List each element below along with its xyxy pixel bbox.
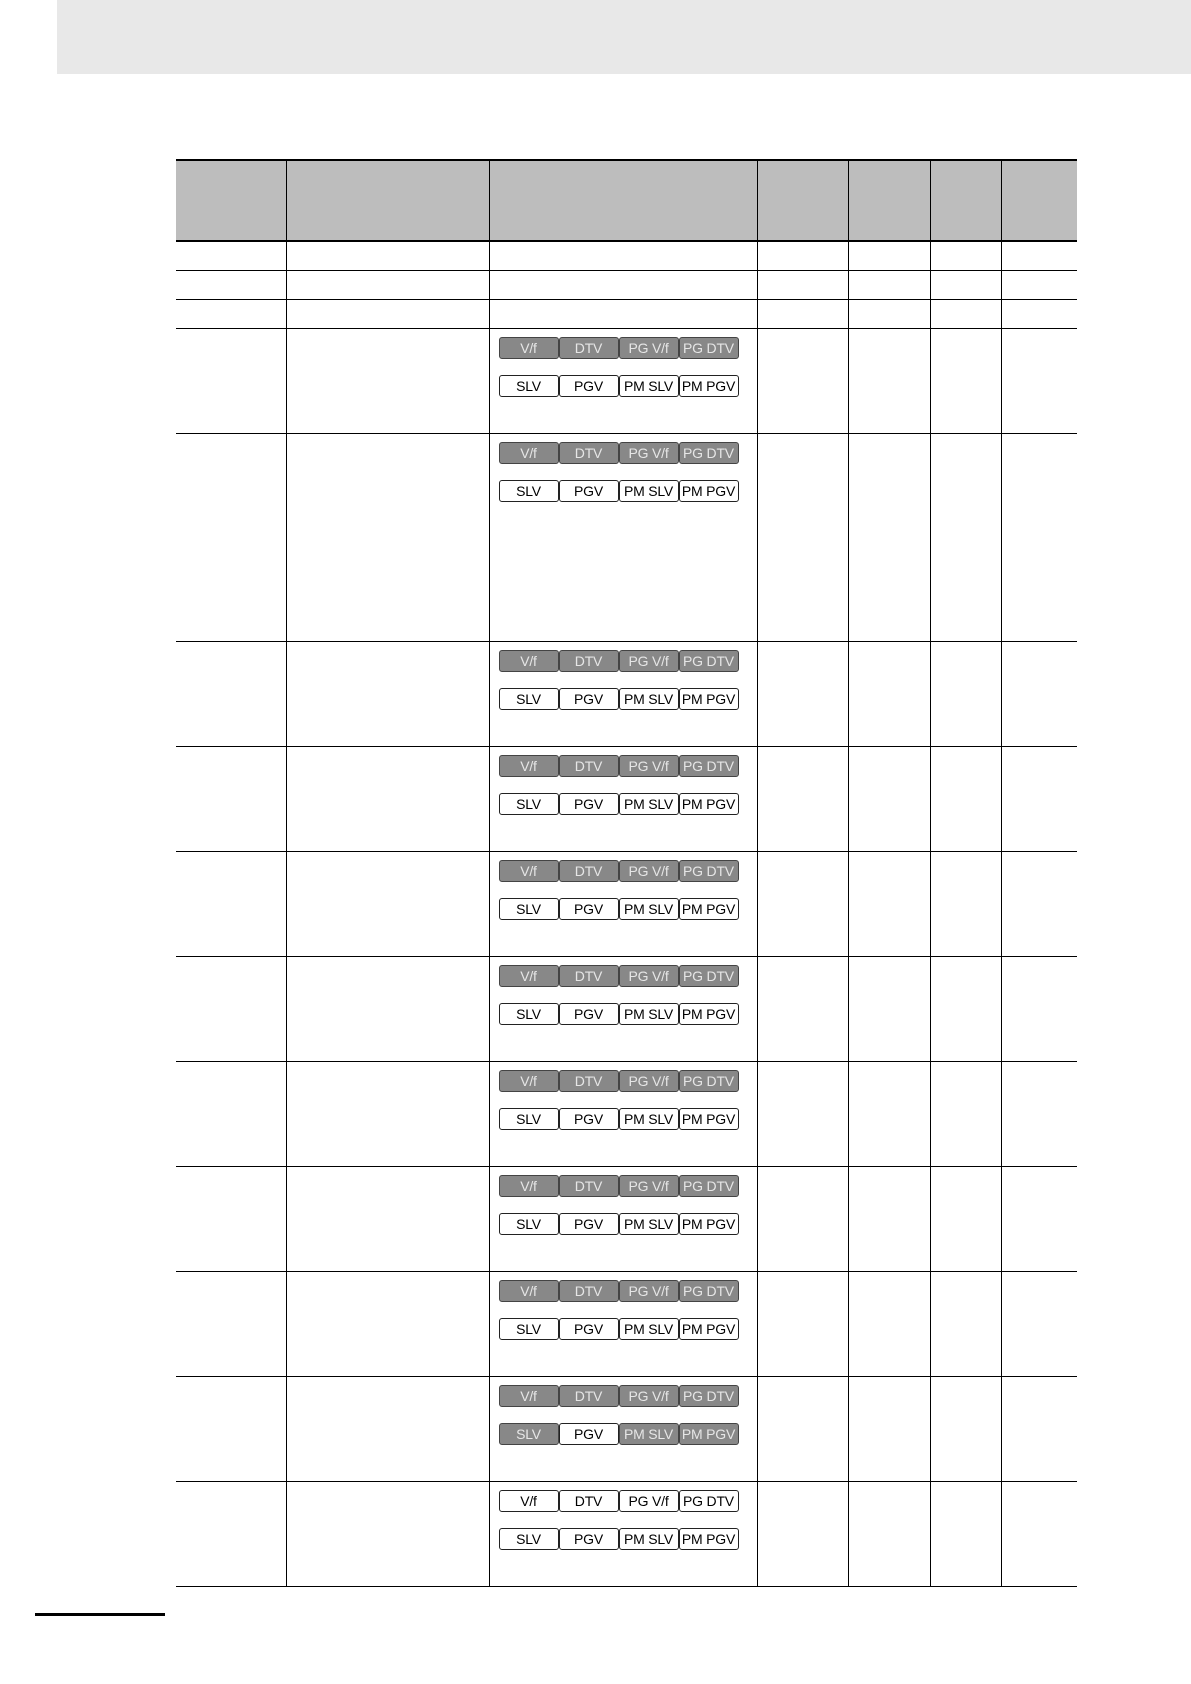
page-header-band <box>57 0 1191 74</box>
table-cell <box>930 747 1001 852</box>
control-mode-badge: V/f <box>499 965 559 987</box>
badge-row <box>499 965 757 987</box>
table-cell <box>176 434 286 642</box>
control-mode-badge: PM PGV <box>679 793 739 815</box>
control-mode-badge: V/f <box>499 1280 559 1302</box>
table-cell <box>176 852 286 957</box>
header-cell <box>757 160 848 241</box>
control-mode-badge: PG DTV <box>679 1175 739 1197</box>
table-cell <box>286 434 489 642</box>
table-cell <box>757 1272 848 1377</box>
table-cell <box>1001 852 1077 957</box>
table-cell <box>176 747 286 852</box>
control-mode-badge: SLV <box>499 1213 559 1235</box>
control-mode-badge: V/f <box>499 860 559 882</box>
table-cell <box>848 329 930 434</box>
table-row <box>176 271 1077 300</box>
table-cell <box>286 300 489 329</box>
control-mode-badge: PG V/f <box>619 755 679 777</box>
control-mode-badge: SLV <box>499 375 559 397</box>
table-cell <box>176 271 286 300</box>
table-cell <box>757 1482 848 1587</box>
badge-row <box>499 337 757 359</box>
control-mode-badge: PM SLV <box>619 1108 679 1130</box>
table-row <box>176 957 1077 1062</box>
table-cell <box>848 852 930 957</box>
badge-row <box>499 375 757 397</box>
badge-row <box>499 1070 757 1092</box>
badge-row <box>499 898 757 920</box>
control-mode-badge: PG DTV <box>679 650 739 672</box>
table-cell <box>286 1272 489 1377</box>
control-mode-badge: PM SLV <box>619 1423 679 1445</box>
table-cell <box>930 1377 1001 1482</box>
control-mode-badge: PM SLV <box>619 480 679 502</box>
badge-row <box>499 1318 757 1340</box>
control-mode-badge: PM PGV <box>679 1528 739 1550</box>
control-mode-badge: PG DTV <box>679 965 739 987</box>
control-mode-badge: V/f <box>499 755 559 777</box>
control-mode-badge: PG DTV <box>679 337 739 359</box>
control-mode-badge: PG DTV <box>679 1490 739 1512</box>
control-mode-cell <box>489 852 757 957</box>
control-mode-badge: PGV <box>559 1318 619 1340</box>
table-cell <box>1001 434 1077 642</box>
table-cell <box>848 241 930 271</box>
table-cell <box>757 300 848 329</box>
badge-row <box>499 1385 757 1407</box>
badge-row <box>499 1490 757 1512</box>
header-row <box>176 160 1077 241</box>
control-mode-badge: DTV <box>559 965 619 987</box>
table-cell <box>757 434 848 642</box>
control-mode-badge: PGV <box>559 480 619 502</box>
table-cell <box>286 1062 489 1167</box>
table-cell <box>757 747 848 852</box>
control-mode-badge: PG V/f <box>619 1280 679 1302</box>
table-cell <box>848 1377 930 1482</box>
table-cell <box>176 1377 286 1482</box>
table-cell <box>286 852 489 957</box>
table-cell <box>1001 241 1077 271</box>
control-mode-badge: PM SLV <box>619 1213 679 1235</box>
table-cell <box>1001 271 1077 300</box>
table-cell <box>757 1377 848 1482</box>
control-mode-badge: SLV <box>499 1003 559 1025</box>
table-cell <box>1001 747 1077 852</box>
control-mode-badges <box>490 1167 757 1235</box>
control-mode-badge: PGV <box>559 1423 619 1445</box>
control-mode-badge: PG V/f <box>619 965 679 987</box>
control-mode-badge: PG V/f <box>619 650 679 672</box>
badge-row <box>499 1003 757 1025</box>
control-mode-badge: V/f <box>499 1490 559 1512</box>
table-row <box>176 1482 1077 1587</box>
badge-row <box>499 1280 757 1302</box>
table-cell <box>930 300 1001 329</box>
control-mode-badge: PG V/f <box>619 337 679 359</box>
badge-row <box>499 688 757 710</box>
table-cell <box>176 1272 286 1377</box>
header-cell <box>848 160 930 241</box>
control-mode-cell <box>489 747 757 852</box>
table-cell <box>286 747 489 852</box>
control-mode-badge: PM SLV <box>619 1003 679 1025</box>
table-cell <box>176 1482 286 1587</box>
control-mode-badge: DTV <box>559 1280 619 1302</box>
control-mode-badge: PGV <box>559 1003 619 1025</box>
control-mode-badge: PM PGV <box>679 480 739 502</box>
control-mode-badge: DTV <box>559 1490 619 1512</box>
table-cell <box>757 1167 848 1272</box>
table-cell <box>848 271 930 300</box>
badge-row <box>499 755 757 777</box>
table-cell <box>286 271 489 300</box>
control-mode-badge: SLV <box>499 1108 559 1130</box>
badge-row <box>499 1175 757 1197</box>
control-mode-badge: PM SLV <box>619 898 679 920</box>
control-mode-badge: V/f <box>499 442 559 464</box>
control-mode-badge: PM PGV <box>679 1423 739 1445</box>
control-mode-badges <box>490 642 757 710</box>
control-mode-badge: PG DTV <box>679 860 739 882</box>
control-mode-badge: PG DTV <box>679 442 739 464</box>
table-cell <box>1001 642 1077 747</box>
control-mode-badge: PM SLV <box>619 793 679 815</box>
table-cell <box>1001 1272 1077 1377</box>
table-cell <box>176 329 286 434</box>
table-cell <box>848 434 930 642</box>
table-cell <box>848 1167 930 1272</box>
control-mode-badge: PM PGV <box>679 688 739 710</box>
badge-row <box>499 1213 757 1235</box>
table-row <box>176 852 1077 957</box>
control-mode-badge: V/f <box>499 1175 559 1197</box>
control-mode-badges <box>490 852 757 920</box>
header-cell <box>489 160 757 241</box>
table-cell <box>930 852 1001 957</box>
table-cell <box>286 1482 489 1587</box>
control-mode-badge: SLV <box>499 793 559 815</box>
control-mode-badge: DTV <box>559 1385 619 1407</box>
table-cell <box>930 642 1001 747</box>
table-row <box>176 1062 1077 1167</box>
control-mode-badges <box>490 747 757 815</box>
table-cell <box>757 271 848 300</box>
table-cell <box>1001 957 1077 1062</box>
table-cell <box>176 300 286 329</box>
table-cell <box>1001 1482 1077 1587</box>
control-mode-badge: PG DTV <box>679 1280 739 1302</box>
control-mode-badge: V/f <box>499 337 559 359</box>
control-mode-cell <box>489 1062 757 1167</box>
table-cell <box>930 329 1001 434</box>
control-mode-badges <box>490 957 757 1025</box>
table-cell <box>757 642 848 747</box>
control-mode-badge: PGV <box>559 793 619 815</box>
control-mode-badge: V/f <box>499 1385 559 1407</box>
control-mode-badge: PG DTV <box>679 1385 739 1407</box>
control-mode-cell <box>489 1377 757 1482</box>
badge-row <box>499 793 757 815</box>
badge-row <box>499 860 757 882</box>
table-cell <box>848 300 930 329</box>
table-cell <box>848 642 930 747</box>
control-mode-badge: PG V/f <box>619 442 679 464</box>
table-cell <box>176 241 286 271</box>
footer-rule <box>35 1613 165 1616</box>
control-mode-cell <box>489 957 757 1062</box>
control-mode-badge: SLV <box>499 480 559 502</box>
control-mode-cell <box>489 434 757 642</box>
table-cell <box>489 271 757 300</box>
control-mode-badge: V/f <box>499 650 559 672</box>
table-body <box>176 241 1077 1587</box>
badge-row <box>499 480 757 502</box>
control-mode-badge: PM PGV <box>679 1108 739 1130</box>
table-cell <box>286 1167 489 1272</box>
table-cell <box>1001 300 1077 329</box>
table-cell <box>286 957 489 1062</box>
control-mode-badge: PM SLV <box>619 688 679 710</box>
header-cell <box>286 160 489 241</box>
table-cell <box>930 1167 1001 1272</box>
control-mode-badges <box>490 1377 757 1445</box>
header-cell <box>1001 160 1077 241</box>
control-mode-badge: PM PGV <box>679 1003 739 1025</box>
control-mode-badges <box>490 1062 757 1130</box>
table-cell <box>930 271 1001 300</box>
control-mode-cell <box>489 1482 757 1587</box>
control-mode-badge: PM SLV <box>619 1528 679 1550</box>
control-mode-cell <box>489 329 757 434</box>
badge-row <box>499 1108 757 1130</box>
control-mode-badge: SLV <box>499 1528 559 1550</box>
control-mode-badge: DTV <box>559 1175 619 1197</box>
table-cell <box>1001 1377 1077 1482</box>
table-row <box>176 434 1077 642</box>
control-mode-cell <box>489 642 757 747</box>
control-mode-badge: DTV <box>559 1070 619 1092</box>
table-row <box>176 1377 1077 1482</box>
table-cell <box>286 1377 489 1482</box>
table-row <box>176 300 1077 329</box>
badge-row <box>499 442 757 464</box>
table-cell <box>757 852 848 957</box>
table-cell <box>757 241 848 271</box>
table-cell <box>176 1062 286 1167</box>
table-header <box>176 160 1077 241</box>
table-row <box>176 241 1077 271</box>
control-mode-badge: PG V/f <box>619 1385 679 1407</box>
control-mode-badges <box>490 1482 757 1550</box>
table-cell <box>930 1482 1001 1587</box>
control-mode-badge: V/f <box>499 1070 559 1092</box>
parameter-table <box>176 159 1077 1587</box>
table-cell <box>848 1272 930 1377</box>
table-cell <box>489 241 757 271</box>
table-cell <box>930 1062 1001 1167</box>
control-mode-badge: PGV <box>559 898 619 920</box>
table-row <box>176 642 1077 747</box>
table-row <box>176 329 1077 434</box>
table-cell <box>848 1062 930 1167</box>
control-mode-badge: SLV <box>499 1318 559 1340</box>
control-mode-badge: SLV <box>499 688 559 710</box>
control-mode-badge: DTV <box>559 337 619 359</box>
table-row <box>176 1167 1077 1272</box>
table-cell <box>757 957 848 1062</box>
control-mode-badges <box>490 329 757 397</box>
table-cell <box>176 957 286 1062</box>
control-mode-badge: PGV <box>559 688 619 710</box>
control-mode-badge: PG DTV <box>679 755 739 777</box>
control-mode-badge: PGV <box>559 1528 619 1550</box>
table-cell <box>176 642 286 747</box>
control-mode-badge: PG V/f <box>619 1070 679 1092</box>
table-cell <box>286 642 489 747</box>
table-cell <box>757 329 848 434</box>
control-mode-badge: PM PGV <box>679 375 739 397</box>
control-mode-badge: PGV <box>559 375 619 397</box>
control-mode-badge: PGV <box>559 1108 619 1130</box>
badge-row <box>499 650 757 672</box>
table-cell <box>1001 1167 1077 1272</box>
control-mode-badge: PM PGV <box>679 1213 739 1235</box>
control-mode-badge: PG DTV <box>679 1070 739 1092</box>
control-mode-badges <box>490 1272 757 1340</box>
control-mode-badge: SLV <box>499 1423 559 1445</box>
table-cell <box>848 1482 930 1587</box>
control-mode-badge: PM PGV <box>679 1318 739 1340</box>
control-mode-badge: SLV <box>499 898 559 920</box>
table-cell <box>757 1062 848 1167</box>
table-cell <box>489 300 757 329</box>
control-mode-badge: PG V/f <box>619 1490 679 1512</box>
table-cell <box>286 241 489 271</box>
control-mode-badge: PGV <box>559 1213 619 1235</box>
control-mode-badges <box>490 434 757 502</box>
control-mode-badge: PM SLV <box>619 1318 679 1340</box>
table-cell <box>1001 1062 1077 1167</box>
control-mode-badge: PG V/f <box>619 1175 679 1197</box>
control-mode-badge: DTV <box>559 755 619 777</box>
table-cell <box>930 434 1001 642</box>
control-mode-badge: PM PGV <box>679 898 739 920</box>
control-mode-badge: DTV <box>559 860 619 882</box>
table-row <box>176 747 1077 852</box>
header-cell <box>176 160 286 241</box>
table-cell <box>286 329 489 434</box>
control-mode-badge: DTV <box>559 650 619 672</box>
control-mode-cell <box>489 1272 757 1377</box>
badge-row <box>499 1423 757 1445</box>
table-cell <box>930 1272 1001 1377</box>
table-cell <box>848 957 930 1062</box>
header-cell <box>930 160 1001 241</box>
table-cell <box>930 241 1001 271</box>
badge-row <box>499 1528 757 1550</box>
table-cell <box>848 747 930 852</box>
control-mode-badge: PM SLV <box>619 375 679 397</box>
control-mode-badge: PG V/f <box>619 860 679 882</box>
control-mode-badge: DTV <box>559 442 619 464</box>
table-cell <box>930 957 1001 1062</box>
table-cell <box>1001 329 1077 434</box>
table-row <box>176 1272 1077 1377</box>
table-cell <box>176 1167 286 1272</box>
control-mode-cell <box>489 1167 757 1272</box>
